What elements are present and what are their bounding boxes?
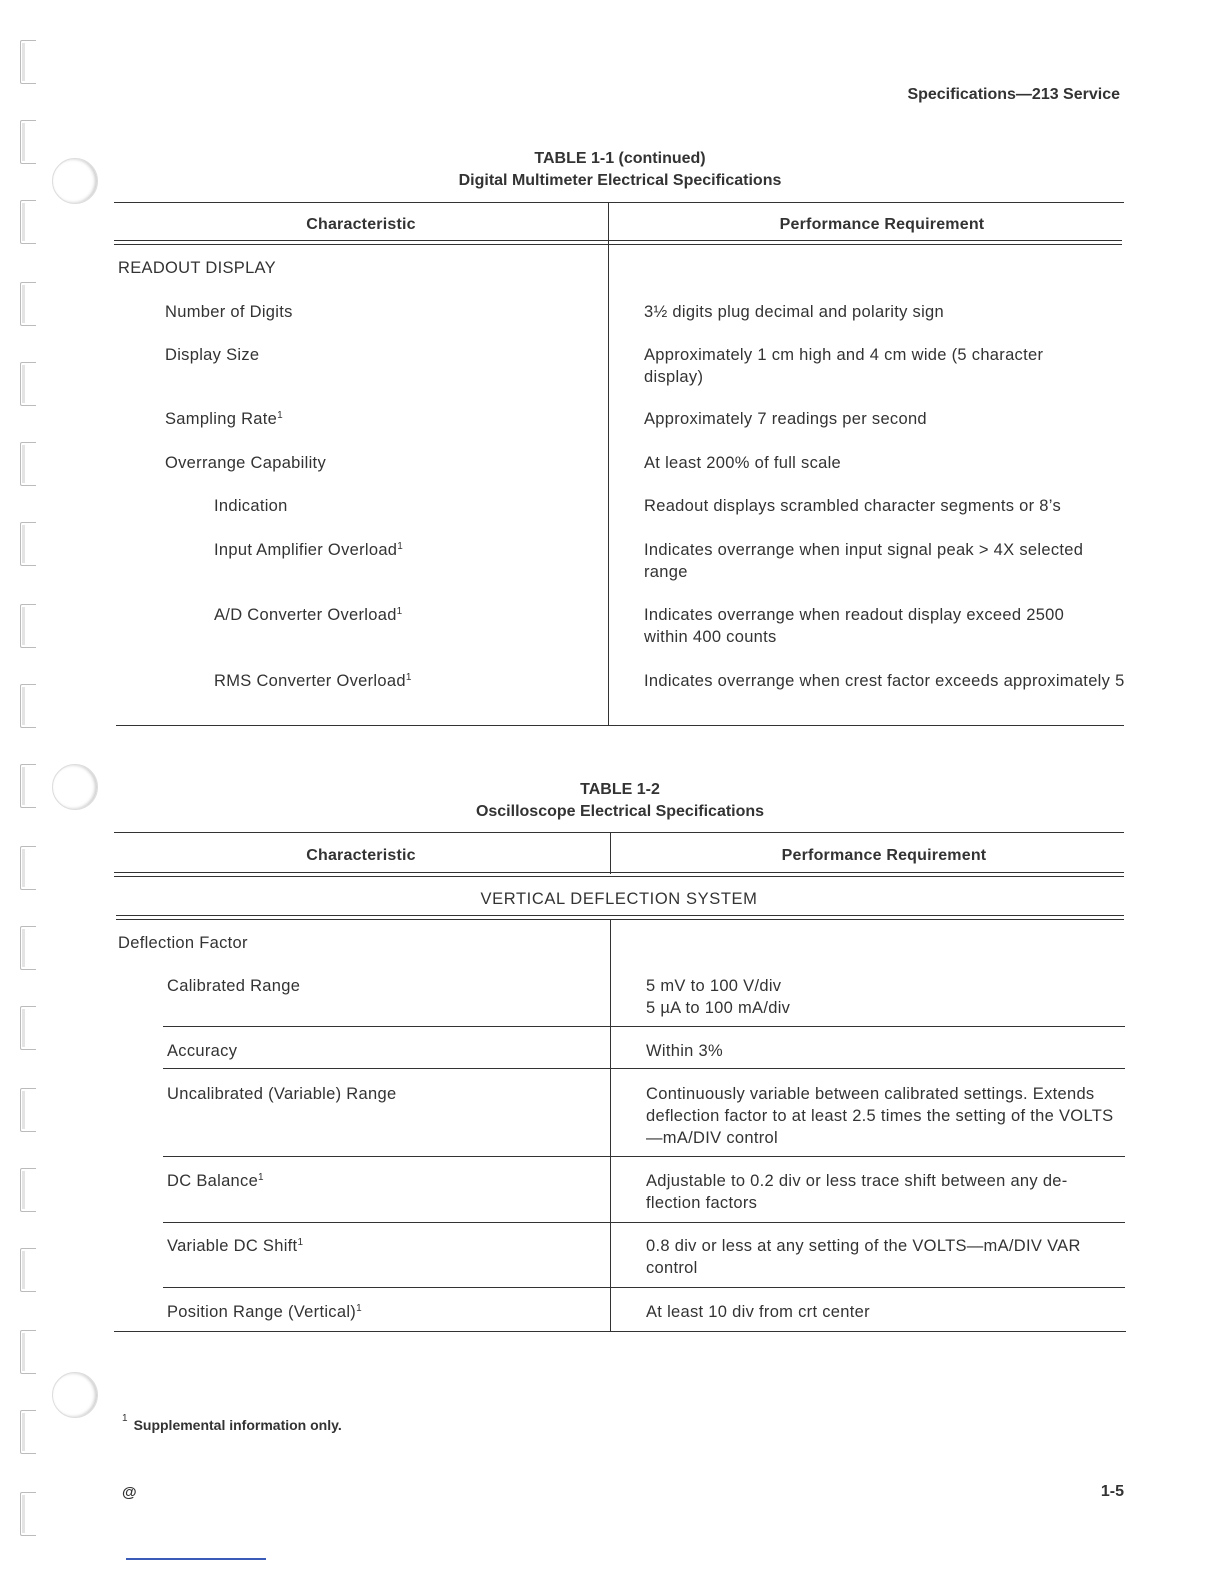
footnote-text: Supplemental information only. [133, 1417, 342, 1433]
table1-header-performance: Performance Requirement [779, 216, 985, 233]
table2-row-rule [163, 1222, 1125, 1223]
characteristic: Display Size [165, 346, 260, 364]
table1-header-rule [114, 240, 1122, 241]
performance: Approximately 1 cm high and 4 cm wide (5 character display) [644, 346, 1044, 386]
table1-caption-line1: TABLE 1-1 (continued) [534, 150, 706, 167]
performance: Approximately 7 readings per second [644, 410, 927, 428]
characteristic: Sampling Rate [165, 410, 278, 428]
characteristic: DC Balance [167, 1172, 259, 1190]
table2-caption-line2: Oscilloscope Electrical Specifications [475, 803, 765, 820]
characteristic: Number of Digits [165, 303, 293, 321]
scan-artifact-bar [126, 1558, 266, 1560]
performance: Indicates overrange when input signal peak > 4X selected range [644, 541, 1084, 581]
performance-line: 5 µA to 100 mA/div [646, 999, 791, 1017]
performance-line: 5 mV to 100 V/div [646, 977, 782, 995]
performance: 0.8 div or less at any setting of the VOLTS—mA/DIV VAR control [646, 1237, 1081, 1277]
characteristic: Overrange Capability [165, 454, 326, 472]
table2-column-divider [610, 919, 611, 1332]
table2-top-rule [114, 832, 1124, 833]
performance: At least 10 div from crt center [646, 1303, 870, 1321]
table1-top-rule [114, 202, 1124, 203]
table1-header-characteristic: Characteristic [306, 216, 416, 233]
table1-header-rule [114, 244, 1122, 245]
table2-row-rule [163, 1156, 1125, 1157]
punch-hole [52, 1372, 98, 1418]
table2-header-characteristic: Characteristic [306, 847, 416, 864]
footnote [122, 1413, 342, 1433]
performance: 3½ digits plug decimal and polarity sign [644, 303, 945, 321]
performance: Within 3% [646, 1042, 723, 1060]
performance: Indicates overrange when crest factor exceeds approximately 5 [644, 672, 1125, 690]
table1-bottom-rule [116, 725, 1124, 726]
table1-section-readout-display: READOUT DISPLAY [118, 259, 276, 277]
characteristic: Variable DC Shift [167, 1237, 298, 1255]
table2-row-rule [163, 1026, 1125, 1027]
characteristic: Indication [214, 497, 288, 515]
characteristic: Uncalibrated (Variable) Range [167, 1085, 397, 1103]
table2-header-rule [114, 876, 1124, 877]
characteristic: Position Range (Vertical) [167, 1303, 357, 1321]
table2-section-vertical-deflection: VERTICAL DEFLECTION SYSTEM [480, 890, 758, 908]
table2-bottom-rule [114, 1331, 1126, 1332]
table2-row-rule [163, 1068, 1125, 1069]
footnote-marker: 1 [122, 1413, 128, 1424]
footer-mark: @ [122, 1484, 137, 1501]
page-number: 1-5 [1100, 1483, 1124, 1500]
table2-row-rule [163, 1287, 1125, 1288]
performance: Indicates overrange when readout display exceed 2500 within 400 counts [644, 606, 1065, 646]
characteristic: Input Amplifier Overload [214, 541, 398, 559]
table1-column-divider [608, 202, 609, 726]
table2-header-performance: Performance Requirement [781, 847, 987, 864]
table1-caption-line2: Digital Multimeter Electrical Specifications [458, 172, 782, 189]
table2-section-rule [116, 919, 1124, 920]
characteristic: Accuracy [167, 1042, 238, 1060]
performance: At least 200% of full scale [644, 454, 842, 472]
characteristic: RMS Converter Overload [214, 672, 406, 690]
characteristic: Calibrated Range [167, 977, 301, 995]
characteristic: A/D Converter Overload [214, 606, 397, 624]
performance: Continuously variable between calibrated settings. Extends deflection factor to at least 2.5 times the setting of the VOLTS—mA/DIV control [646, 1085, 1114, 1147]
running-header: Specifications—213 Service [907, 86, 1120, 103]
table2-header-rule [114, 872, 1124, 873]
performance: Adjustable to 0.2 div or less trace shift between any de-flection factors [646, 1172, 1068, 1212]
table2-group-deflection-factor: Deflection Factor [118, 934, 248, 952]
performance: Readout displays scrambled character segments or 8’s [644, 497, 1061, 515]
table2-section-rule [116, 915, 1124, 916]
table2-caption-line1: TABLE 1-2 [580, 781, 660, 798]
performance [646, 975, 1116, 1019]
